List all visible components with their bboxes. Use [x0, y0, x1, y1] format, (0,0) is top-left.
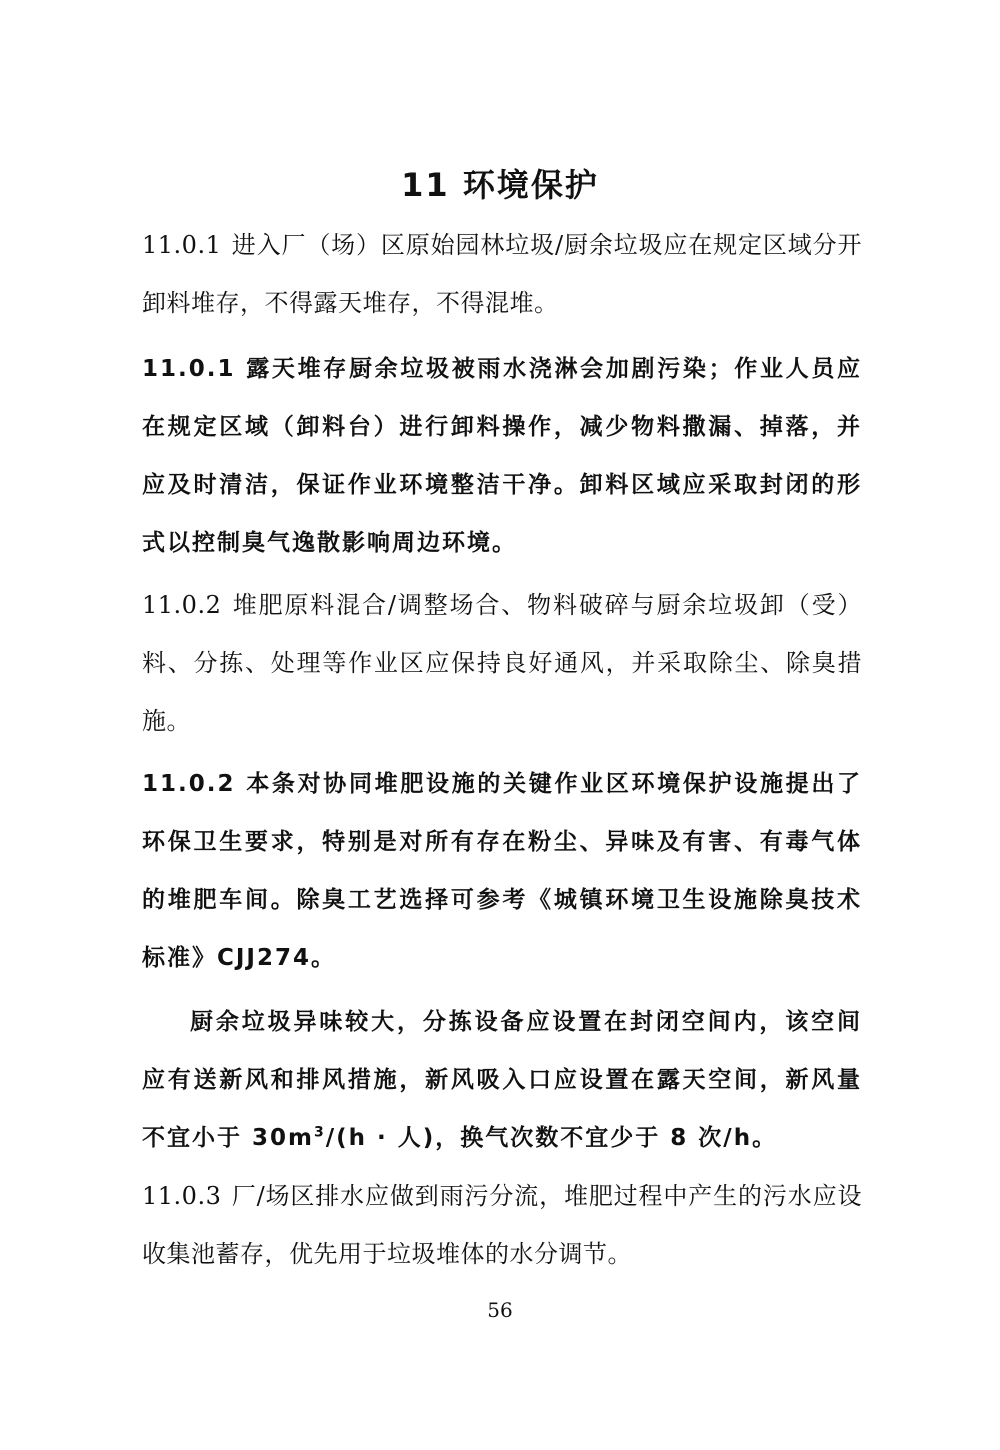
clause-number: 11.0.2 [142, 591, 222, 619]
superscript: 3 [313, 1124, 326, 1141]
clause-text: 厂/场区排水应做到雨污分流，堆肥过程中产生的污水应设收集池蓄存，优先用于垃圾堆体的水分调节。 [142, 1182, 862, 1268]
chapter-title: 11 环境保护 [401, 166, 599, 204]
explanation-text: 厨余垃圾异味较大，分拣设备应设置在封闭空间内，该空间应有送新风和排风措施，新风吸入口应设置在露天空间，新风量不宜小于 30m [142, 1009, 862, 1151]
clause-11-0-2 [142, 576, 862, 750]
explanation-number: 11.0.1 [142, 356, 236, 382]
clause-text: 堆肥原料混合/调整场合、物料破碎与厨余垃圾卸（受）料、分拣、处理等作业区应保持良好通风，并采取除尘、除臭措施。 [142, 591, 862, 735]
explanation-text: 本条对协同堆肥设施的关键作业区环境保护设施提出了环保卫生要求，特别是对所有存在粉尘、异味及有害、有毒气体的堆肥车间。除臭工艺选择可参考《城镇环境卫生设施除臭技术标准》CJJ274。 [142, 771, 862, 971]
clause-11-0-1 [142, 216, 862, 332]
clause-number: 11.0.1 [142, 231, 222, 259]
clause-11-0-3 [142, 1167, 862, 1283]
clause-text: 进入厂（场）区原始园林垃圾/厨余垃圾应在规定区域分开卸料堆存，不得露天堆存，不得混堆。 [142, 231, 862, 317]
explanation-number: 11.0.2 [142, 771, 236, 797]
explanation-11-0-2-paragraph-2 [142, 993, 862, 1167]
page-number: 56 [487, 1298, 513, 1322]
explanation-text-end: /(h · 人)，换气次数不宜少于 8 次/h。 [325, 1125, 778, 1151]
clause-number: 11.0.3 [142, 1182, 222, 1210]
explanation-11-0-1 [142, 340, 862, 572]
explanation-11-0-2 [142, 755, 862, 987]
explanation-text: 露天堆存厨余垃圾被雨水浇淋会加剧污染；作业人员应在规定区域（卸料台）进行卸料操作，减少物料撒漏、掉落，并应及时清洁，保证作业环境整洁干净。卸料区域应采取封闭的形式以控制臭气逸散影响周边环境。 [142, 356, 862, 556]
